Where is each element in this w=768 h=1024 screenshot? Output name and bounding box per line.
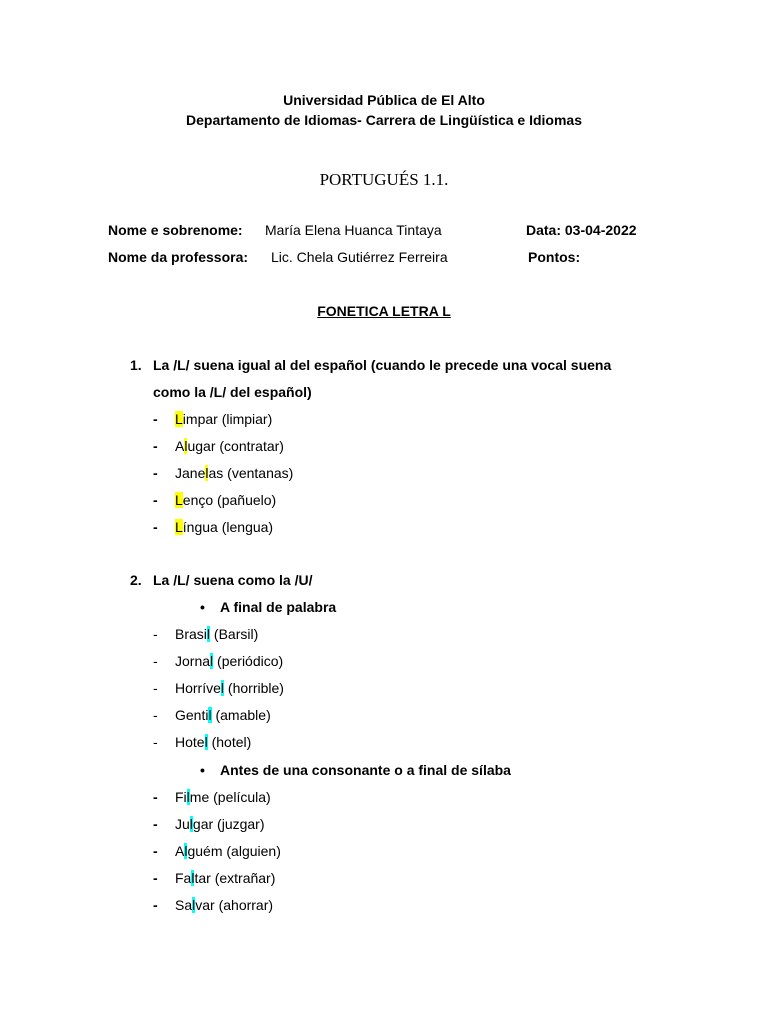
list-item (175, 492, 276, 509)
item1-line1: La /L/ suena igual al del español (cuando le precede una vocal suena (153, 357, 612, 373)
dash-marker: - (153, 843, 158, 859)
dash-marker: - (153, 870, 158, 886)
bullet-icon: • (200, 599, 205, 615)
highlighted-letter: l (184, 438, 188, 454)
highlighted-letter: L (175, 492, 183, 508)
list-item (175, 897, 273, 914)
dash-marker: - (153, 626, 158, 642)
list-item (175, 789, 271, 806)
list-item (175, 680, 284, 697)
word-prefix: Genti (175, 707, 209, 723)
bullet2-text: Antes de una consonante o a final de sílaba (220, 762, 511, 778)
word-prefix: Jorna (175, 653, 211, 669)
highlighted-letter: l (186, 789, 190, 805)
word-prefix: Horríve (175, 680, 221, 696)
word-suffix: (Barsil) (210, 626, 259, 642)
word-prefix: A (175, 843, 185, 859)
teacher-label: Nome da professora: (108, 249, 249, 265)
word-suffix: (hotel) (207, 734, 252, 750)
teacher-value: Lic. Chela Gutiérrez Ferreira (271, 249, 448, 265)
dash-marker: - (153, 680, 158, 696)
highlighted-letter: l (208, 707, 212, 723)
word-prefix: Ju (175, 816, 190, 832)
course-title: PORTUGUÉS 1.1. (319, 170, 449, 189)
dash-marker: - (153, 519, 158, 535)
bullet1-text: A final de palabra (220, 599, 337, 615)
highlighted-letter: l (206, 626, 211, 642)
word-prefix: A (175, 438, 185, 454)
name-label: Nome e sobrenome: (108, 222, 243, 238)
word-suffix: enço (pañuelo) (182, 492, 277, 508)
dash-marker: - (153, 707, 158, 723)
word-suffix: íngua (lengua) (182, 519, 274, 535)
word-prefix: Brasi (175, 626, 207, 642)
word-suffix: guém (alguien) (187, 843, 281, 859)
word-suffix: tar (extrañar) (194, 870, 276, 886)
list-item (175, 870, 275, 887)
item1-number: 1. (130, 357, 142, 373)
dash-marker: - (153, 653, 158, 669)
list-item (175, 626, 258, 643)
dash-marker: - (153, 438, 158, 454)
highlighted-letter: l (210, 653, 214, 669)
dash-marker: - (153, 492, 158, 508)
word-suffix: impar (limpiar) (182, 411, 273, 427)
word-suffix: (periódico) (213, 653, 284, 669)
word-prefix: Sa (175, 897, 193, 913)
highlighted-letter: l (184, 843, 188, 859)
dash-marker: - (153, 789, 158, 805)
list-item (175, 465, 293, 482)
university-name: Universidad Pública de El Alto (283, 92, 485, 108)
dash-marker: - (153, 816, 158, 832)
word-suffix: gar (juzgar) (192, 816, 265, 832)
highlighted-letter: l (220, 680, 225, 696)
name-value: María Elena Huanca Tintaya (265, 222, 442, 238)
dash-marker: - (153, 411, 158, 427)
word-prefix: Fi (175, 789, 187, 805)
list-item (175, 519, 273, 536)
highlighted-letter: L (175, 411, 183, 427)
list-item (175, 438, 284, 455)
highlighted-letter: l (205, 465, 209, 481)
word-suffix: (amable) (211, 707, 271, 723)
dash-marker: - (153, 897, 158, 913)
word-suffix: me (película) (189, 789, 271, 805)
item2-line1: La /L/ suena como la /U/ (153, 572, 313, 588)
section-title: FONETICA LETRA L (317, 303, 451, 319)
list-item (175, 707, 271, 724)
word-prefix: Jane (175, 465, 206, 481)
department-name: Departamento de Idiomas- Carrera de Lingüística e Idiomas (186, 112, 582, 128)
highlighted-letter: l (204, 734, 208, 750)
list-item (175, 411, 272, 428)
highlighted-letter: l (192, 897, 196, 913)
word-suffix: ugar (contratar) (187, 438, 284, 454)
highlighted-letter: l (191, 870, 195, 886)
word-suffix: (horrible) (224, 680, 284, 696)
dash-marker: - (153, 465, 158, 481)
highlighted-letter: l (189, 816, 193, 832)
list-item (175, 734, 251, 751)
word-suffix: var (ahorrar) (195, 897, 274, 913)
item1-line2: como la /L/ del español) (153, 384, 312, 400)
word-prefix: Hote (175, 734, 205, 750)
dash-marker: - (153, 734, 158, 750)
list-item (175, 816, 265, 833)
item2-number: 2. (130, 572, 142, 588)
list-item (175, 653, 283, 670)
list-item (175, 843, 281, 860)
bullet-icon: • (200, 762, 205, 778)
word-prefix: Fa (175, 870, 192, 886)
date-label: Data: 03-04-2022 (526, 222, 637, 238)
points-label: Pontos: (528, 249, 581, 265)
highlighted-letter: L (175, 519, 183, 535)
word-suffix: as (ventanas) (208, 465, 294, 481)
